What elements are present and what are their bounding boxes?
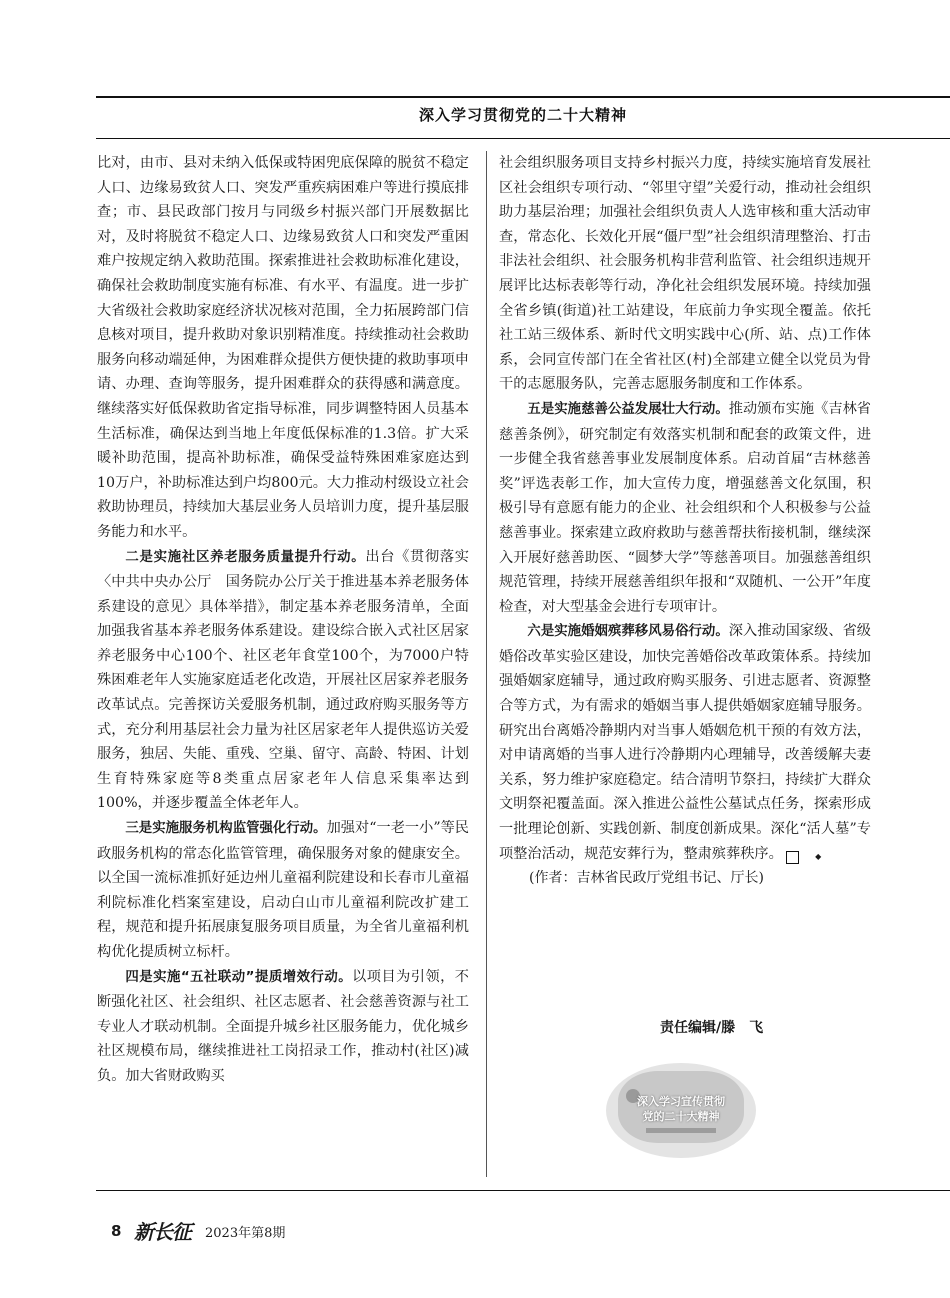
paragraph-lead: 五是实施慈善公益发展壮大行动。 (527, 401, 729, 417)
header-top-rule (96, 96, 950, 98)
page-number: 8 (111, 1222, 122, 1240)
badge-title-line1: 深入学习宣传贯彻 (637, 1095, 725, 1108)
paragraph-body: 以项目为引领，不断强化社区、社会组织、社区志愿者、社会慈善资源与社工专业人才联动机制。全面提升城乡社区服务能力，优化城乡社区规模布局，继续推进社工岗招录工作，推动村(社区)减负。加大省财政购买 (97, 968, 469, 1084)
footer-rule (96, 1190, 950, 1191)
magazine-logo: 新长征 (134, 1220, 191, 1244)
badge-title-line2: 党的二十大精神 (642, 1110, 720, 1123)
paragraph-social-organizations-cont: 社会组织服务项目支持乡村振兴力度，持续实施培育发展社区社会组织专项行动、“邻里守望”关爱行动，推动社会组织助力基层治理；加强社会组织负责人人选审核和重大活动审查，常态化、长效化开展“僵尸型”社会组织清理整治、打击非法社会组织、社会服务机构非营利监管、社会组织违规开展评比达标表彰等行动，净化社会组织发展环境。持续加强全省乡镇(街道)社工站建设，年底前力争实现全覆盖。依托社工站三级体系、新时代文明实践中心(所、站、点)工作体系，会同宣传部门在全省社区(村)全部建立健全以党员为骨干的志愿服务队，完善志愿服务制度和工作体系。 (499, 155, 871, 393)
responsible-editor: 责任编辑/滕 飞 (660, 1020, 764, 1036)
issue-number: 2023年第8期 (205, 1226, 286, 1241)
paragraph-lead: 三是实施服务机构监管强化行动。 (125, 821, 327, 837)
paragraph-lead: 四是实施“五社联动”提质增效行动。 (125, 969, 353, 985)
paragraph-five-social-linkage (97, 965, 469, 1089)
author-byline: (作者：吉林省民政厅党组书记、厅长) (529, 870, 764, 887)
paragraph-body: 出台《贯彻落实〈中共中央办公厅 国务院办公厅关于推进基本养老服务体系建设的意见〉具体举措》，制定基本养老服务清单，全面加强我省基本养老服务体系建设。建设综合嵌入式社区居家养老服务中心100个、社区老年食堂100个，为7000户特殊困难老年人实施家庭适老化改造，开展社区居家养老服务改革试点。完善探访关爱服务机制，通过政府购买服务等方式，充分利用基层社会力量为社区居家老年人提供巡访关爱服务，独居、失能、重残、空巢、留守、高龄、特困、计划生育特殊家庭等8类重点居家老年人信息采集率达到100%，并逐步覆盖全体老年人。 (97, 548, 469, 812)
paragraph-elderly-care (97, 545, 469, 817)
paragraph-marriage-funeral (499, 619, 871, 866)
column-divider (486, 151, 487, 1177)
paragraph-body: 深入推动国家级、省级婚俗改革实验区建设，加快完善婚俗改革政策体系。持续加强婚姻家庭辅导，通过政府购买服务、引进志愿者、资源整合等方式，为有需求的婚姻当事人提供婚姻家庭辅导服务。研究出台离婚冷静期内对当事人婚姻危机干预的有效方法，对申请离婚的当事人进行冷静期内心理辅导，改善缓解夫妻关系，努力维护家庭稳定。结合清明节祭扫，持续扩大群众文明祭祀覆盖面。深入推进公益性公墓试点任务，探索形成一批理论创新、实践创新、制度创新成果。深化“活人墓”专项整治活动，规范安葬行为，整肃殡葬秩序。 (499, 623, 871, 862)
right-text-column (499, 151, 871, 891)
paragraph-lead: 六是实施婚姻殡葬移风易俗行动。 (527, 624, 729, 640)
paragraph-body: 推动颁布实施《吉林省慈善条例》，研究制定有效落实机制和配套的政策文件，进一步健全我省慈善事业发展制度体系。启动首届“吉林慈善奖”评选表彰工作，加大宣传力度，增强慈善文化氛围，积极引导有意愿有能力的企业、社会组织和个人积极参与公益慈善事业。探索建立政府救助与慈善帮扶衔接机制，继续深入开展好慈善助医、“圆梦大学”等慈善项目。加强慈善组织规范管理，持续开展慈善组织年报和“双随机、一公开”年度检查，对大型基金会进行专项审计。 (499, 400, 871, 615)
end-mark-icon: ◆ (786, 851, 799, 864)
paragraph-social-assistance-cont: 比对，由市、县对未纳入低保或特困兜底保障的脱贫不稳定人口、边缘易致贫人口、突发严重疾病困难户等进行摸底排查；市、县民政部门按月与同级乡村振兴部门开展数据比对，及时将脱贫不稳定人口、边缘易致贫人口和突发严重困难户按规定纳入救助范围。探索推进社会救助标准化建设，确保社会救助制度实施有标准、有水平、有温度。进一步扩大省级社会救助家庭经济状况核对范围，全力拓展跨部门信息核对项目，提升救助对象识别精准度。持续推动社会救助服务向移动端延伸，为困难群众提供方便快捷的救助事项申请、办理、查询等服务，提升困难群众的获得感和满意度。继续落实好低保救助省定指导标准，同步调整特困人员基本生活标准，确保达到当地上年度低保标准的1.3倍。扩大采暖补助范围，提高补助标准，确保受益特殊困难家庭达到10万户，补助标准达到户均800元。大力推动村级设立社会救助协理员，持续加大基层业务人员培训力度，提升基层服务能力和水平。 (97, 155, 469, 540)
column-logo-badge (606, 1063, 756, 1158)
paragraph-charity (499, 397, 871, 619)
section-header-title: 深入学习贯彻党的二十大精神 (418, 106, 627, 124)
header-bottom-rule (96, 138, 950, 139)
badge-ribbon (646, 1128, 716, 1133)
paragraph-institution-supervision (97, 816, 469, 965)
paragraph-body: 加强对“一老一小”等民政服务机构的常态化监管管理，确保服务对象的健康安全。以全国一流标准抓好延边州儿童福利院建设和长春市儿童福利院标准化档案室建设，启动白山市儿童福利院改扩建工程，规范和提升拓展康复服务项目质量，为全省儿童福利机构优化提质树立标杆。 (97, 820, 469, 960)
left-text-column (97, 151, 469, 1089)
paragraph-lead: 二是实施社区养老服务质量提升行动。 (125, 549, 366, 565)
